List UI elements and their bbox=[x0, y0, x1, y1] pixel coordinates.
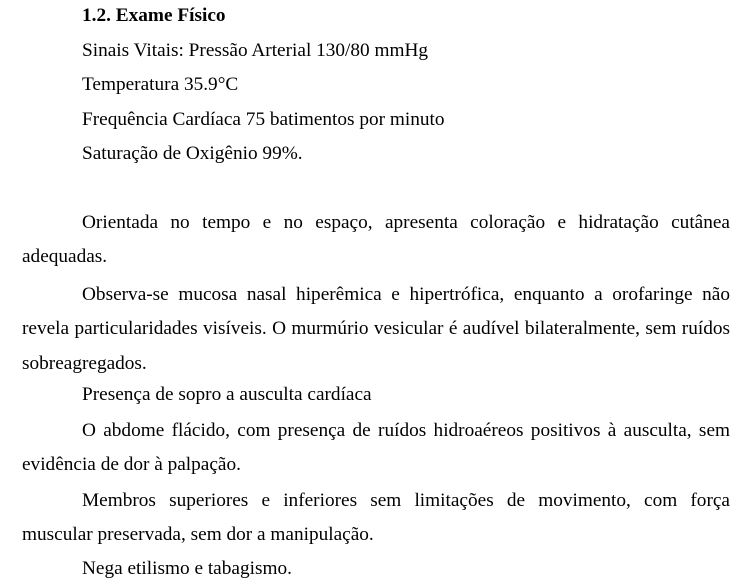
paragraph-abdomen: O abdome flácido, com presença de ruídos hidroaéreos positivos à ausculta, sem evidência de dor à palpação. bbox=[22, 420, 730, 476]
vital-heart-rate: Frequência Cardíaca 75 batimentos por minuto bbox=[82, 109, 445, 130]
paragraph-habits: Nega etilismo e tabagismo. bbox=[82, 558, 292, 579]
section-heading: 1.2. Exame Físico bbox=[82, 5, 226, 26]
paragraph-limbs: Membros superiores e inferiores sem limitações de movimento, com força muscular preservada, sem dor a manipulação. bbox=[22, 490, 730, 546]
vital-blood-pressure: Sinais Vitais: Pressão Arterial 130/80 mmHg bbox=[82, 40, 429, 61]
paragraph-mucosa-lungs: Observa-se mucosa nasal hiperêmica e hipertrófica, enquanto a orofaringe não revela particularidades visíveis. O murmúrio vesicular é audível bilateralmente, sem ruídos sobreagregados. bbox=[22, 284, 730, 374]
paragraph-orientation: Orientada no tempo e no espaço, apresenta coloração e hidratação cutânea adequadas. bbox=[22, 212, 730, 268]
paragraph-cardiac: Presença de sopro a ausculta cardíaca bbox=[82, 384, 372, 405]
vital-temperature: Temperatura 35.9°C bbox=[82, 74, 239, 95]
vital-oxygen-saturation: Saturação de Oxigênio 99%. bbox=[82, 143, 303, 164]
